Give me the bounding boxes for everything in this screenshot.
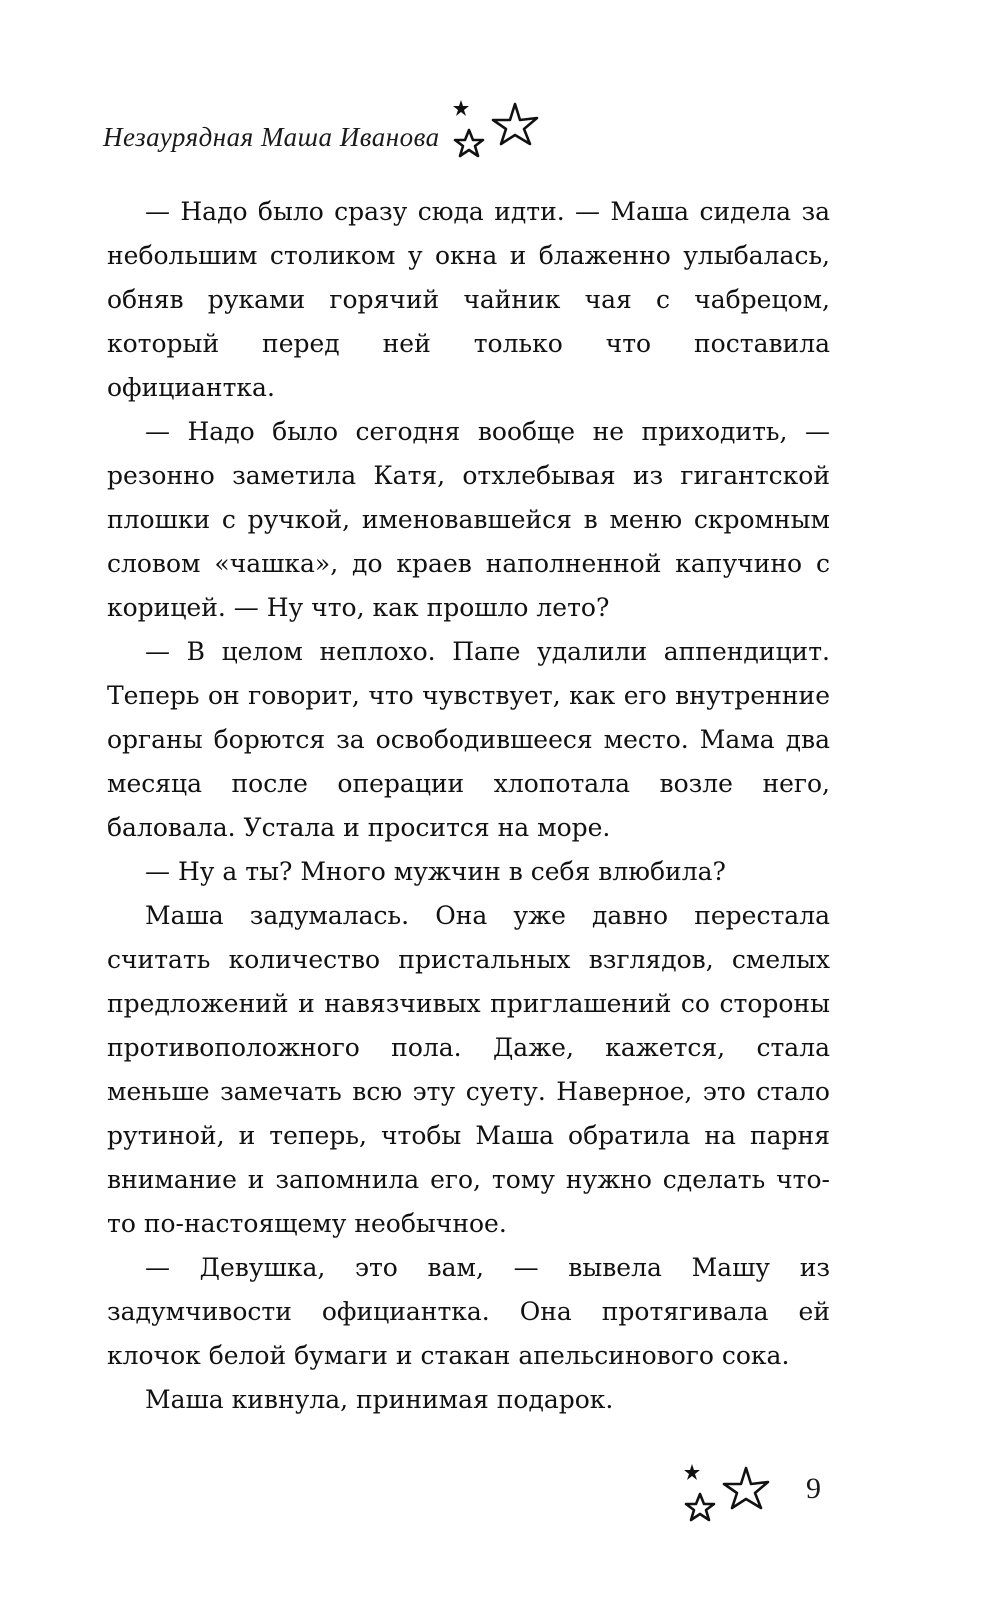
running-title: Незаурядная Маша Иванова <box>103 122 440 152</box>
paragraph: — Ну а ты? Много мужчин в себя влюбила? <box>145 857 726 886</box>
paragraph: Маша кивнула, принимая подарок. <box>145 1385 614 1414</box>
paragraph: Маша задумалась. Она уже давно перестала считать количество пристальных взглядов, смелых предложений и навязчивых приглашений со стороны противоположного пола. Даже, кажется, стала меньше замечать всю эту суету. Наверное, это стало рутиной, и теперь, чтобы Маша обратила на парня внимание и запомнила его, тому нужно сделать что-то по-настоящему необычное. <box>107 901 830 1238</box>
paragraph: — Надо было сразу сюда идти. — Маша сидела за небольшим столиком у окна и блаженно улыбалась, обняв руками горячий чайник чая с чабрецом, который перед ней только что поставила официантка. <box>107 197 830 402</box>
paragraph: — В целом неплохо. Папе удалили аппендицит. Теперь он говорит, что чувствует, как его внутренние органы борются за освободившееся место. Мама два месяца после операции хлопотала возле него, баловала. Устала и просится на море. <box>107 637 830 842</box>
running-header <box>103 96 563 166</box>
stars-icon <box>453 96 543 166</box>
paragraph: — Надо было сегодня вообще не приходить, — резонно заметила Катя, отхлебывая из гигантской плошки с ручкой, именовавшейся в меню скромным словом «чашка», до краев наполненной капучино с корицей. — Ну что, как прошло лето? <box>107 417 830 622</box>
page-body <box>107 190 830 1422</box>
page-number: 9 <box>806 1472 821 1505</box>
stars-icon <box>684 1460 774 1530</box>
paragraph: — Девушка, это вам, — вывела Машу из задумчивости официантка. Она протягивала ей клочок белой бумаги и стакан апельсинового сока. <box>107 1253 830 1370</box>
